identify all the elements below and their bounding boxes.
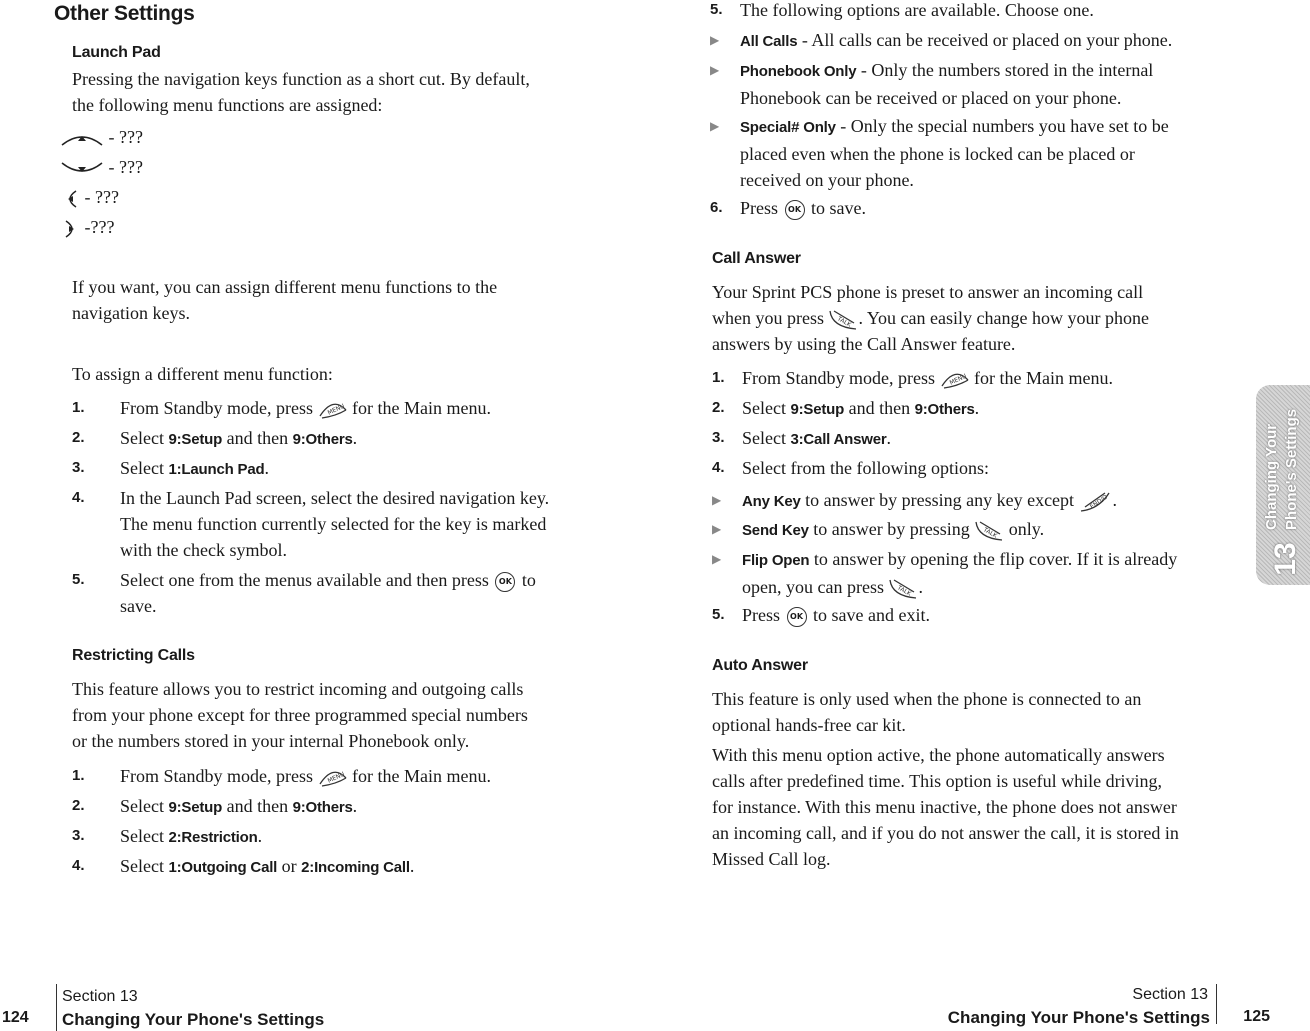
menu-path: 1:Outgoing Call — [168, 859, 278, 876]
step-text: Press — [740, 198, 779, 218]
step-text: and then — [226, 428, 289, 448]
page-number-left: 124 — [2, 1009, 29, 1026]
step-text: . — [352, 796, 358, 816]
footer-title-right: Changing Your Phone's Settings — [947, 1008, 1210, 1027]
option-text: to answer by pressing any key except — [800, 490, 1075, 510]
end-key-icon — [1079, 491, 1113, 513]
auto-answer-text-4: calls after predefined time. This option is useful while driving, — [712, 771, 1163, 791]
step-text: From Standby mode, press — [742, 368, 935, 388]
restricting-text-1: This feature allows you to restrict incoming and outgoing calls — [72, 679, 524, 699]
step-number: 2. — [72, 797, 85, 814]
launch-step-3 — [72, 455, 612, 483]
auto-answer-heading: Auto Answer — [712, 657, 808, 674]
svg-text:MENU: MENU — [948, 372, 968, 387]
footer-divider — [1216, 984, 1217, 1024]
menu-path: 9:Others — [292, 431, 353, 448]
assign-text-2: navigation keys. — [72, 303, 190, 323]
menu-path: 2:Restriction — [168, 829, 258, 846]
call-answer-step-3 — [712, 425, 1232, 453]
step-number: 3. — [72, 827, 85, 844]
nav-left-label: - ??? — [84, 187, 119, 207]
svg-text:TALK: TALK — [896, 584, 913, 598]
step-text: Select — [120, 428, 164, 448]
svg-text:MENU: MENU — [326, 770, 346, 785]
step-text: save. — [120, 596, 157, 616]
step-text: for the Main menu. — [352, 766, 491, 786]
call-answer-text-2a: when you press — [712, 308, 824, 328]
nav-down-label: - ??? — [108, 157, 143, 177]
option-send-key — [712, 516, 1232, 544]
call-answer-text-2b: . You can easily change how your phone — [858, 308, 1149, 328]
step-number: 1. — [72, 399, 85, 416]
restricting-text-3: or the numbers stored in your internal Phonebook only. — [72, 731, 470, 751]
step-number: 1. — [712, 369, 725, 386]
option-label: Phonebook Only — [740, 63, 857, 80]
auto-answer-text-5: for instance. With this menu inactive, the phone does not answer — [712, 797, 1177, 817]
option-label: Flip Open — [742, 552, 810, 569]
step-text: The menu function currently selected for the key is marked — [120, 514, 547, 534]
auto-answer-text-2: optional hands-free car kit. — [712, 715, 906, 735]
menu-path: 9:Others — [914, 401, 975, 418]
step-number: 4. — [72, 489, 85, 506]
svg-text:END/O: END/O — [1088, 493, 1109, 511]
menu-path: 1:Launch Pad — [168, 461, 265, 478]
talk-key-icon — [974, 520, 1004, 542]
step-number: 4. — [72, 857, 85, 874]
talk-key-icon — [828, 309, 858, 331]
call-answer-heading: Call Answer — [712, 250, 801, 267]
step-text: and then — [848, 398, 911, 418]
launch-step-2 — [72, 425, 612, 453]
step-number: 5. — [712, 606, 725, 623]
nav-down-icon — [60, 161, 104, 177]
ok-key-icon: OK — [787, 607, 807, 627]
option-label: Special# Only — [740, 119, 836, 136]
step-number: 3. — [72, 459, 85, 476]
menu-key-icon — [940, 370, 970, 390]
svg-text:TALK: TALK — [836, 315, 853, 329]
option-text: to answer by opening the flip cover. If it is already — [809, 549, 1178, 569]
option-label: Send Key — [742, 522, 809, 539]
menu-path: 9:Setup — [168, 431, 223, 448]
nav-left-row — [62, 184, 119, 210]
call-answer-step-1 — [712, 365, 1232, 391]
nav-up-icon — [60, 131, 104, 147]
bullet-arrow-icon: ▶ — [712, 552, 722, 566]
option-text: received on your phone. — [740, 170, 914, 190]
footer-right — [890, 984, 1310, 1031]
bullet-arrow-icon: ▶ — [710, 33, 720, 47]
option-text: - Only the special numbers you have set to be — [835, 116, 1169, 136]
option-text: only. — [1004, 519, 1045, 539]
restrict-step-5 — [710, 0, 1230, 23]
option-text: placed even when the phone is locked can be placed or — [740, 144, 1135, 164]
launch-pad-heading: Launch Pad — [72, 44, 161, 61]
menu-path: 9:Setup — [790, 401, 845, 418]
assign-text-1: If you want, you can assign different menu functions to the — [72, 277, 498, 297]
step-text: . — [257, 826, 263, 846]
option-flip-open — [712, 546, 1232, 600]
footer-left — [0, 984, 400, 1031]
menu-path: 2:Incoming Call — [301, 859, 410, 876]
call-answer-step-4 — [712, 455, 1232, 481]
option-text: Phonebook can be received or placed on your phone. — [740, 88, 1122, 108]
menu-path: 9:Others — [292, 799, 353, 816]
step-number: 6. — [710, 199, 723, 216]
ok-key-icon: OK — [495, 572, 515, 592]
step-text: and then — [226, 796, 289, 816]
step-number: 2. — [712, 399, 725, 416]
nav-up-label: - ??? — [108, 127, 143, 147]
page-number-right: 125 — [1243, 1008, 1270, 1025]
launch-step-5 — [72, 567, 612, 619]
auto-answer-text-7: Missed Call log. — [712, 849, 831, 869]
option-label: All Calls — [740, 33, 798, 50]
step-text: to save and exit. — [813, 605, 930, 625]
auto-answer-text-3: With this menu option active, the phone automatically answers — [712, 745, 1165, 765]
menu-key-icon — [318, 768, 348, 788]
option-special-only — [710, 113, 1230, 193]
restricting-calls-heading: Restricting Calls — [72, 647, 195, 664]
section-tab-number: 13 — [1269, 542, 1302, 576]
step-text: Select — [742, 428, 786, 448]
option-text: . — [918, 577, 923, 597]
svg-text:MENU: MENU — [326, 402, 346, 417]
launch-pad-intro-2: the following menu functions are assigned: — [72, 95, 383, 115]
option-text: . — [1112, 490, 1118, 510]
call-answer-step-2 — [712, 395, 1232, 423]
step-text-end: for the Main menu. — [352, 398, 491, 418]
bullet-arrow-icon: ▶ — [710, 119, 720, 133]
bullet-arrow-icon: ▶ — [712, 522, 722, 536]
step-text: Select — [742, 398, 786, 418]
nav-left-icon — [62, 189, 80, 209]
option-any-key — [712, 487, 1232, 515]
nav-right-icon — [62, 219, 80, 239]
step-number: 5. — [710, 1, 723, 18]
to-assign-text: To assign a different menu function: — [72, 364, 333, 384]
restrict-step-4 — [72, 853, 612, 881]
footer-title-left: Changing Your Phone's Settings — [62, 1010, 325, 1029]
svg-text:TALK: TALK — [982, 526, 999, 540]
option-label: Any Key — [742, 493, 801, 510]
step-text: or — [281, 856, 297, 876]
option-text: - Only the numbers stored in the internal — [856, 60, 1154, 80]
step-text: Select one from the menus available and then press — [120, 570, 489, 590]
option-text: open, you can press — [742, 577, 884, 597]
nav-right-label: -??? — [84, 217, 115, 237]
step-text: Select — [120, 796, 164, 816]
menu-path: 9:Setup — [168, 799, 223, 816]
step-number: 5. — [72, 571, 85, 588]
step-text: In the Launch Pad screen, select the desired navigation key. — [120, 488, 550, 508]
option-text: to answer by pressing — [808, 519, 970, 539]
call-answer-text-3: answers by using the Call Answer feature. — [712, 334, 1016, 354]
step-text: . — [974, 398, 980, 418]
step-text: From Standby mode, press — [120, 398, 313, 418]
step-text: . — [352, 428, 358, 448]
nav-down-row — [60, 154, 143, 180]
step-text: Select from the following options: — [742, 458, 989, 478]
restricting-text-2: from your phone except for three programmed special numbers — [72, 705, 528, 725]
step-text: From Standby mode, press — [120, 766, 313, 786]
step-number: 2. — [72, 429, 85, 446]
menu-path: 3:Call Answer — [790, 431, 887, 448]
option-all-calls — [710, 27, 1230, 55]
step-text: Press — [742, 605, 781, 625]
auto-answer-text-1: This feature is only used when the phone is connected to an — [712, 689, 1142, 709]
step-text: Select — [120, 826, 164, 846]
step-text: . — [409, 856, 415, 876]
auto-answer-text-6: an incoming call, and if you do not answer the call, it is stored in — [712, 823, 1179, 843]
step-text: The following options are available. Choose one. — [740, 0, 1094, 20]
footer-divider — [56, 984, 57, 1031]
call-answer-text-2 — [712, 305, 1149, 331]
menu-key-icon — [318, 400, 348, 420]
option-phonebook-only — [710, 57, 1230, 111]
launch-step-4 — [72, 485, 612, 563]
call-answer-text-1: Your Sprint PCS phone is preset to answer an incoming call — [712, 282, 1144, 302]
launch-step-1 — [72, 395, 612, 421]
step-text: for the Main menu. — [974, 368, 1113, 388]
section-tab-label: Changing Your Phone's Settings — [1263, 408, 1300, 530]
talk-key-icon — [888, 578, 918, 600]
launch-pad-intro-1: Pressing the navigation keys function as a short cut. By default, — [72, 69, 530, 89]
nav-right-row — [62, 214, 114, 240]
step-text: . — [264, 458, 269, 478]
step-text: Select — [120, 458, 164, 478]
step-text: with the check symbol. — [120, 540, 287, 560]
step-text: . — [886, 428, 892, 448]
bullet-arrow-icon: ▶ — [710, 63, 720, 77]
bullet-arrow-icon: ▶ — [712, 493, 722, 507]
restrict-step-3 — [72, 823, 612, 851]
page-title: Other Settings — [54, 2, 195, 25]
footer-section-right: Section 13 — [1132, 986, 1208, 1003]
step-number: 3. — [712, 429, 725, 446]
step-text: to save. — [811, 198, 866, 218]
option-text: - All calls can be received or placed on your phone. — [797, 30, 1173, 50]
step-number: 1. — [72, 767, 85, 784]
step-number: 4. — [712, 459, 725, 476]
restrict-step-6 — [710, 195, 1230, 221]
step-text: Select — [120, 856, 164, 876]
restrict-step-2 — [72, 793, 612, 821]
footer-section-left: Section 13 — [62, 988, 138, 1005]
step-text: to — [521, 570, 536, 590]
nav-up-row — [60, 124, 143, 150]
restrict-step-1 — [72, 763, 612, 789]
ok-key-icon: OK — [785, 200, 805, 220]
call-answer-step-5 — [712, 602, 1232, 628]
